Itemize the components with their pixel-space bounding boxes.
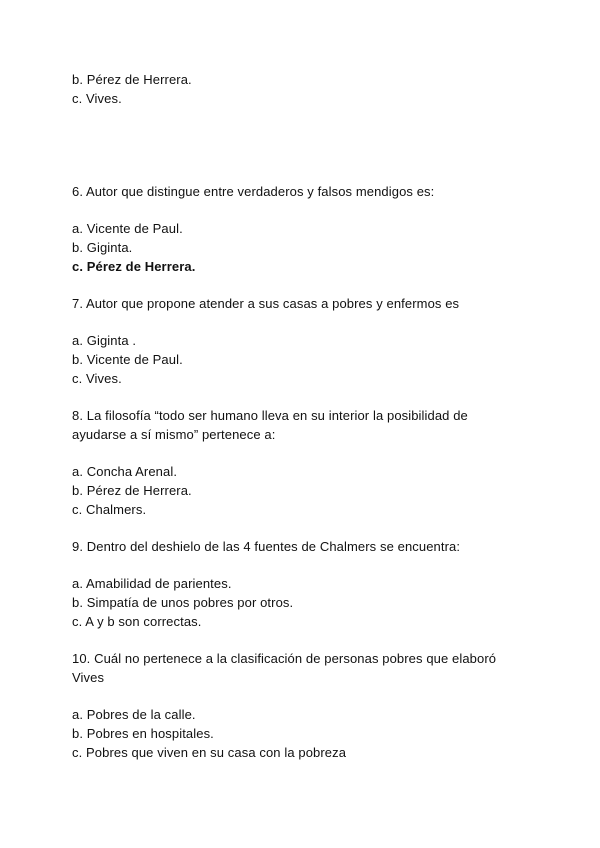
option-7b: b. Vicente de Paul. — [72, 352, 183, 367]
option-10c: c. Pobres que viven en su casa con la pobreza — [72, 745, 347, 760]
option-8b: b. Pérez de Herrera. — [72, 483, 192, 498]
option-9c: c. A y b son correctas. — [72, 614, 202, 629]
option-8a: a. Concha Arenal. — [72, 464, 178, 479]
question-10-text-line1: 10. Cuál no pertenece a la clasificación de personas pobres que elaboró — [72, 651, 497, 666]
question-8-text-line2: ayudarse a sí mismo” pertenece a: — [72, 427, 276, 442]
question-8-text-line1: 8. La filosofía “todo ser humano lleva en su interior la posibilidad de — [72, 408, 468, 423]
option-7c: c. Vives. — [72, 371, 122, 386]
option-7a: a. Giginta . — [72, 333, 137, 348]
option-5c: c. Vives. — [72, 91, 122, 106]
option-9a: a. Amabilidad de parientes. — [72, 576, 232, 591]
question-10-text-line2: Vives — [72, 670, 105, 685]
option-5b: b. Pérez de Herrera. — [72, 72, 192, 87]
option-6b: b. Giginta. — [72, 240, 133, 255]
option-6c-correct: c. Pérez de Herrera. — [72, 259, 196, 274]
option-10a: a. Pobres de la calle. — [72, 707, 196, 722]
option-6a: a. Vicente de Paul. — [72, 221, 183, 236]
question-7-text: 7. Autor que propone atender a sus casas a pobres y enfermos es — [72, 296, 460, 311]
question-9-text: 9. Dentro del deshielo de las 4 fuentes de Chalmers se encuentra: — [72, 539, 461, 554]
option-8c: c. Chalmers. — [72, 502, 147, 517]
option-9b: b. Simpatía de unos pobres por otros. — [72, 595, 294, 610]
option-10b: b. Pobres en hospitales. — [72, 726, 214, 741]
question-6-text: 6. Autor que distingue entre verdaderos y falsos mendigos es: — [72, 184, 435, 199]
